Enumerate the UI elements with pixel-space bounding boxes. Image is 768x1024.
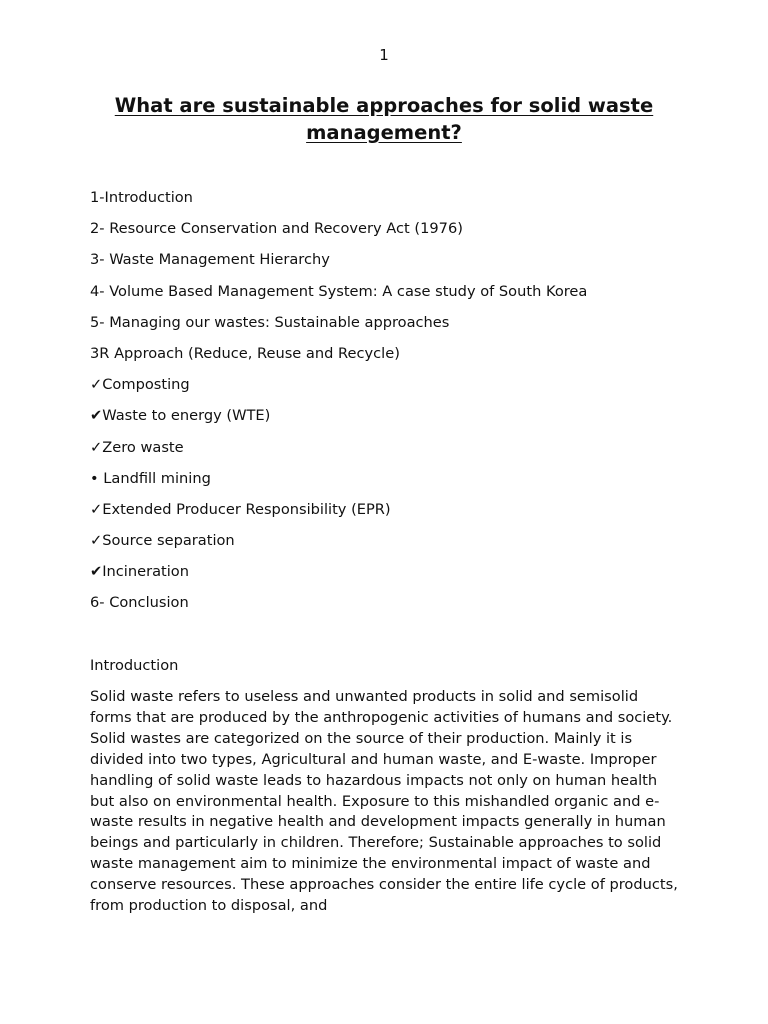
toc-item: 2- Resource Conservation and Recovery Act (1976) — [90, 220, 463, 238]
toc-item: 6- Conclusion — [90, 594, 189, 612]
toc-item: ✔Waste to energy (WTE) — [90, 407, 271, 425]
page-number: 1 — [379, 46, 389, 64]
table-of-contents — [90, 188, 690, 625]
toc-item: ✓Source separation — [90, 532, 235, 550]
introduction-paragraph: Solid waste refers to useless and unwanted products in solid and semisolid forms that are produced by the anthropogenic activities of humans and society. Solid wastes are categorized on the source of their production. Mainly it is divided into two types, Agricultural and human waste, and E-waste. Improper handling of solid waste leads to hazardous impacts not only on human health but also on environmental health. Exposure to this mishandled organic and e-waste results in negative health and development impacts generally in human beings and particularly in children. Therefore; Sustainable approaches to solid waste management aim to minimize the environmental impact of waste and conserve resources. These approaches consider the entire life cycle of products, from production to disposal, and — [90, 688, 678, 915]
toc-item: ✓Composting — [90, 376, 190, 394]
document-title: What are sustainable approaches for solid waste management? — [114, 94, 654, 144]
toc-item: 3- Waste Management Hierarchy — [90, 251, 330, 269]
toc-item: 5- Managing our wastes: Sustainable approaches — [90, 313, 450, 331]
toc-item: ✓Extended Producer Responsibility (EPR) — [90, 500, 391, 518]
toc-item: 1-Introduction — [90, 189, 193, 206]
toc-item: 4- Volume Based Management System: A case study of South Korea — [90, 282, 588, 300]
toc-item: ✓Zero waste — [90, 438, 184, 456]
introduction-heading: Introduction — [90, 657, 179, 674]
toc-item: 3R Approach (Reduce, Reuse and Recycle) — [90, 344, 400, 362]
toc-item: • Landfill mining — [90, 469, 211, 487]
toc-item: ✔Incineration — [90, 563, 189, 581]
